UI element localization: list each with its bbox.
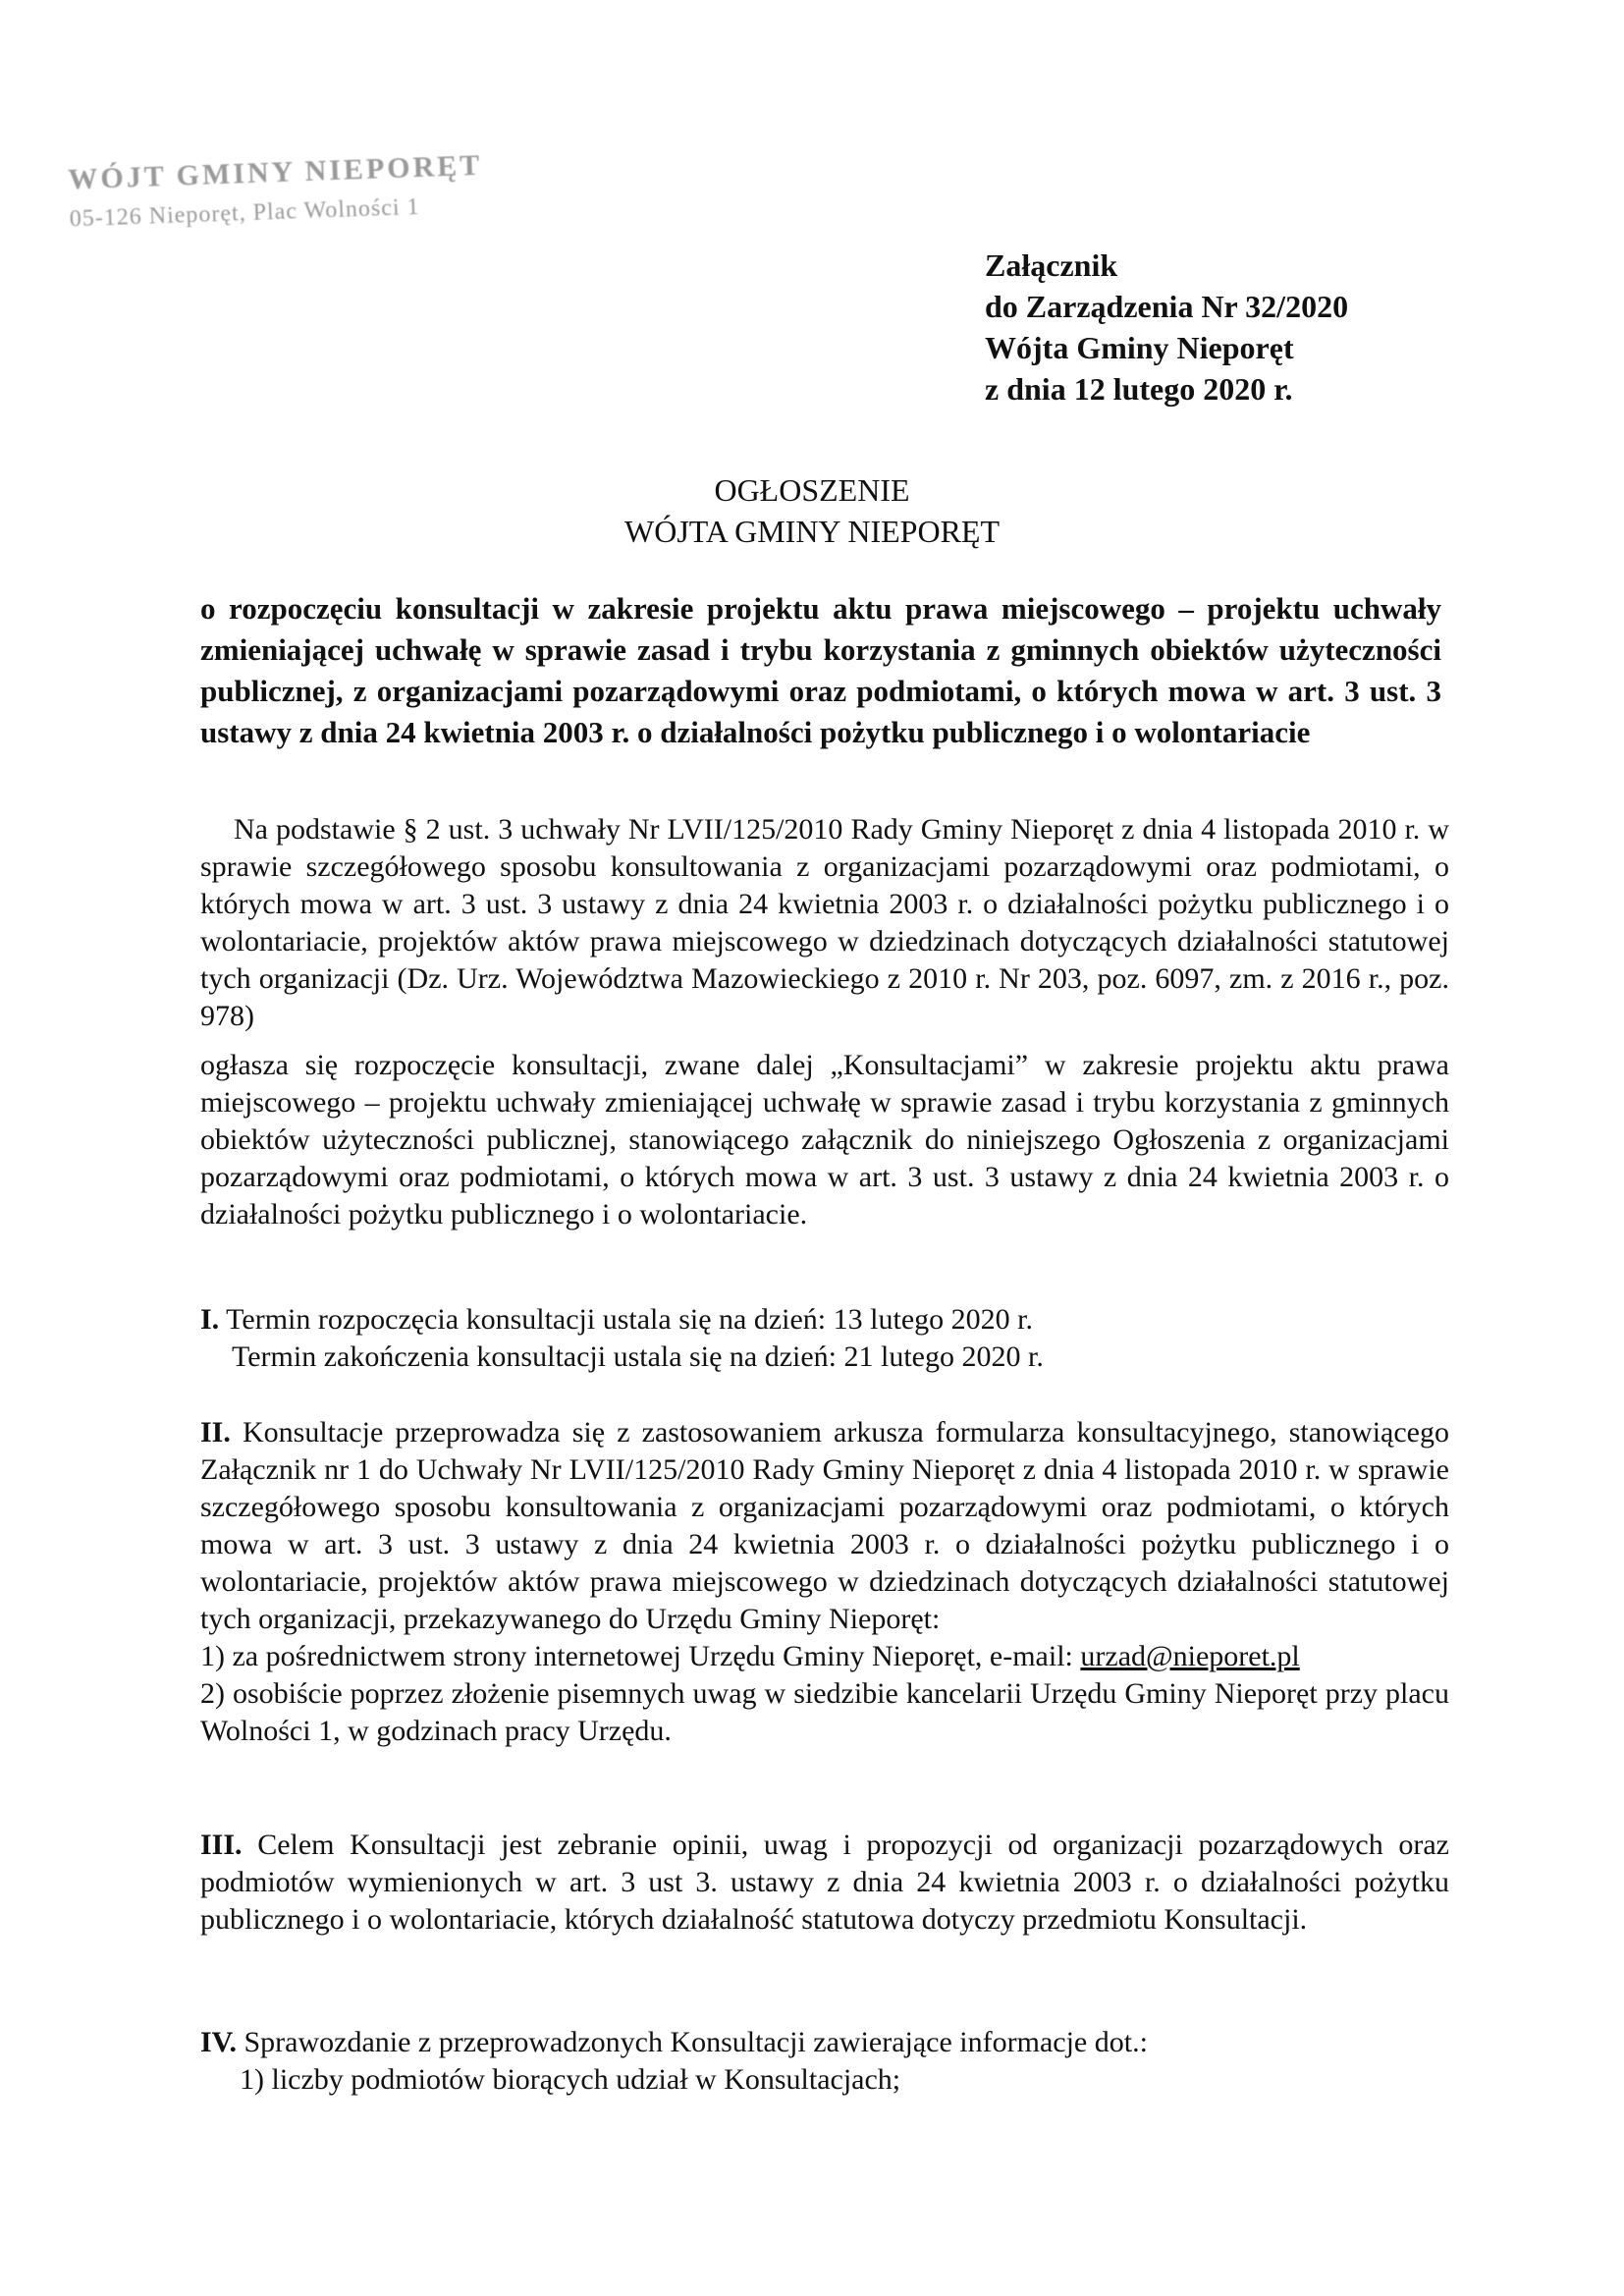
title-line-2: WÓJTA GMINY NIEPORĘT xyxy=(624,514,1000,549)
section-2-item-1 xyxy=(200,1638,1449,1675)
attachment-line-3: Wójta Gminy Nieporęt xyxy=(985,330,1294,365)
section-1-number: I. xyxy=(200,1303,220,1336)
attachment-header xyxy=(985,245,1348,410)
title-line-1: OGŁOSZENIE xyxy=(714,472,910,508)
attachment-line-4: z dnia 12 lutego 2020 r. xyxy=(985,371,1293,407)
section-4-number: IV. xyxy=(200,2026,237,2058)
section-2-number: II. xyxy=(200,1416,231,1449)
attachment-line-1: Załącznik xyxy=(985,247,1118,283)
section-4-item-1: 1) liczby podmiotów biorących udział w Konsultacjach; xyxy=(240,2063,901,2096)
intro-paragraph-2: ogłasza się rozpoczęcie konsultacji, zwane dalej „Konsultacjami” w zakresie projektu aktu prawa miejscowego – projektu uchwały zmieniającej uchwałę w sprawie zasad i trybu korzystania z gminnych obiektów użyteczności publicznej, stanowiącego załącznik do niniejszego Ogłoszenia z organizacjami pozarządowymi oraz podmiotami, o których mowa w art. 3 ust. 3 ustawy z dnia 24 kwietnia 2003 r. o działalności pożytku publicznego i o wolontariacie. xyxy=(200,1049,1449,1230)
attachment-line-2: do Zarządzenia Nr 32/2020 xyxy=(985,289,1349,324)
section-4-body: Sprawozdanie z przeprowadzonych Konsultacji zawierające informacje dot.: xyxy=(244,2026,1148,2058)
section-2 xyxy=(200,1414,1449,1750)
section-1-end-date: Termin zakończenia konsultacji ustala się na dzień: 21 lutego 2020 r. xyxy=(232,1340,1044,1373)
section-2-item-1-text: 1) za pośrednictwem strony internetowej Urzędu Gminy Nieporęt, e-mail: xyxy=(200,1640,1081,1672)
announcement-title xyxy=(0,469,1624,552)
section-4-line xyxy=(200,2024,1449,2061)
section-2-body: Konsultacje przeprowadza się z zastosowaniem arkusza formularza konsultacyjnego, stanowiącego Załącznik nr 1 do Uchwały Nr LVII/125/2010 Rady Gminy Nieporęt z dnia 4 listopada 2010 r. w sprawie szczegółowego sposobu konsultowania z organizacjami pozarządowymi oraz podmiotami, o których mowa w art. 3 ust. 3 ustawy z dnia 24 kwietnia 2003 r. o działalności pożytku publicznego i o wolontariacie, projektów aktów prawa miejscowego w dziedzinach dotyczących działalności statutowej tych organizacji, przekazywanego do Urzędu Gminy Nieporęt: xyxy=(200,1416,1450,1635)
section-2-item-2: 2) osobiście poprzez złożenie pisemnych uwag w siedzibie kancelarii Urzędu Gminy Nieporęt przy placu Wolności 1, w godzinach pracy Urzędu. xyxy=(200,1677,1449,1747)
section-4 xyxy=(200,2024,1449,2099)
announcement-subject: o rozpoczęciu konsultacji w zakresie projektu aktu prawa miejscowego – projektu uchwały zmieniającej uchwałę w sprawie zasad i trybu korzystania z gminnych obiektów użyteczności publicznej, z organizacjami pozarządowymi oraz podmiotami, o których mowa w art. 3 ust. 3 ustawy z dnia 24 kwietnia 2003 r. o działalności pożytku publicznego i o wolontariacie xyxy=(200,591,1441,749)
section-1-line-1 xyxy=(200,1301,1449,1339)
stamp-line-2: 05-126 Nieporęt, Plac Wolności 1 xyxy=(69,193,420,233)
office-stamp xyxy=(68,146,485,240)
section-3-number: III. xyxy=(200,1829,243,1861)
section-3 xyxy=(200,1827,1449,1939)
section-3-body: Celem Konsultacji jest zebranie opinii, uwag i propozycji od organizacji pozarządowych oraz podmiotów wymienionych w art. 3 ust 3. ustawy z dnia 24 kwietnia 2003 r. o działalności pożytku publicznego i o wolontariacie, których działalność statutowa dotyczy przedmiotu Konsultacji. xyxy=(200,1829,1449,1936)
section-1-start-date: Termin rozpoczęcia konsultacji ustala się na dzień: 13 lutego 2020 r. xyxy=(226,1303,1033,1336)
intro-paragraph-1: Na podstawie § 2 ust. 3 uchwały Nr LVII/125/2010 Rady Gminy Nieporęt z dnia 4 listopada 2010 r. w sprawie szczegółowego sposobu konsultowania z organizacjami pozarządowymi oraz podmiotami, o których mowa w art. 3 ust. 3 ustawy z dnia 24 kwietnia 2003 r. o działalności pożytku publicznego i o wolontariacie, projektów aktów prawa miejscowego w dziedzinach dotyczących działalności statutowej tych organizacji (Dz. Urz. Województwa Mazowieckiego z 2010 r. Nr 203, poz. 6097, zm. z 2016 r., poz. 978) xyxy=(200,813,1449,1032)
stamp-line-1: WÓJT GMINY NIEPORĘT xyxy=(67,148,483,196)
email-link[interactable]: urzad@nieporet.pl xyxy=(1080,1640,1300,1672)
section-2-text xyxy=(200,1414,1449,1638)
section-1 xyxy=(200,1301,1449,1376)
